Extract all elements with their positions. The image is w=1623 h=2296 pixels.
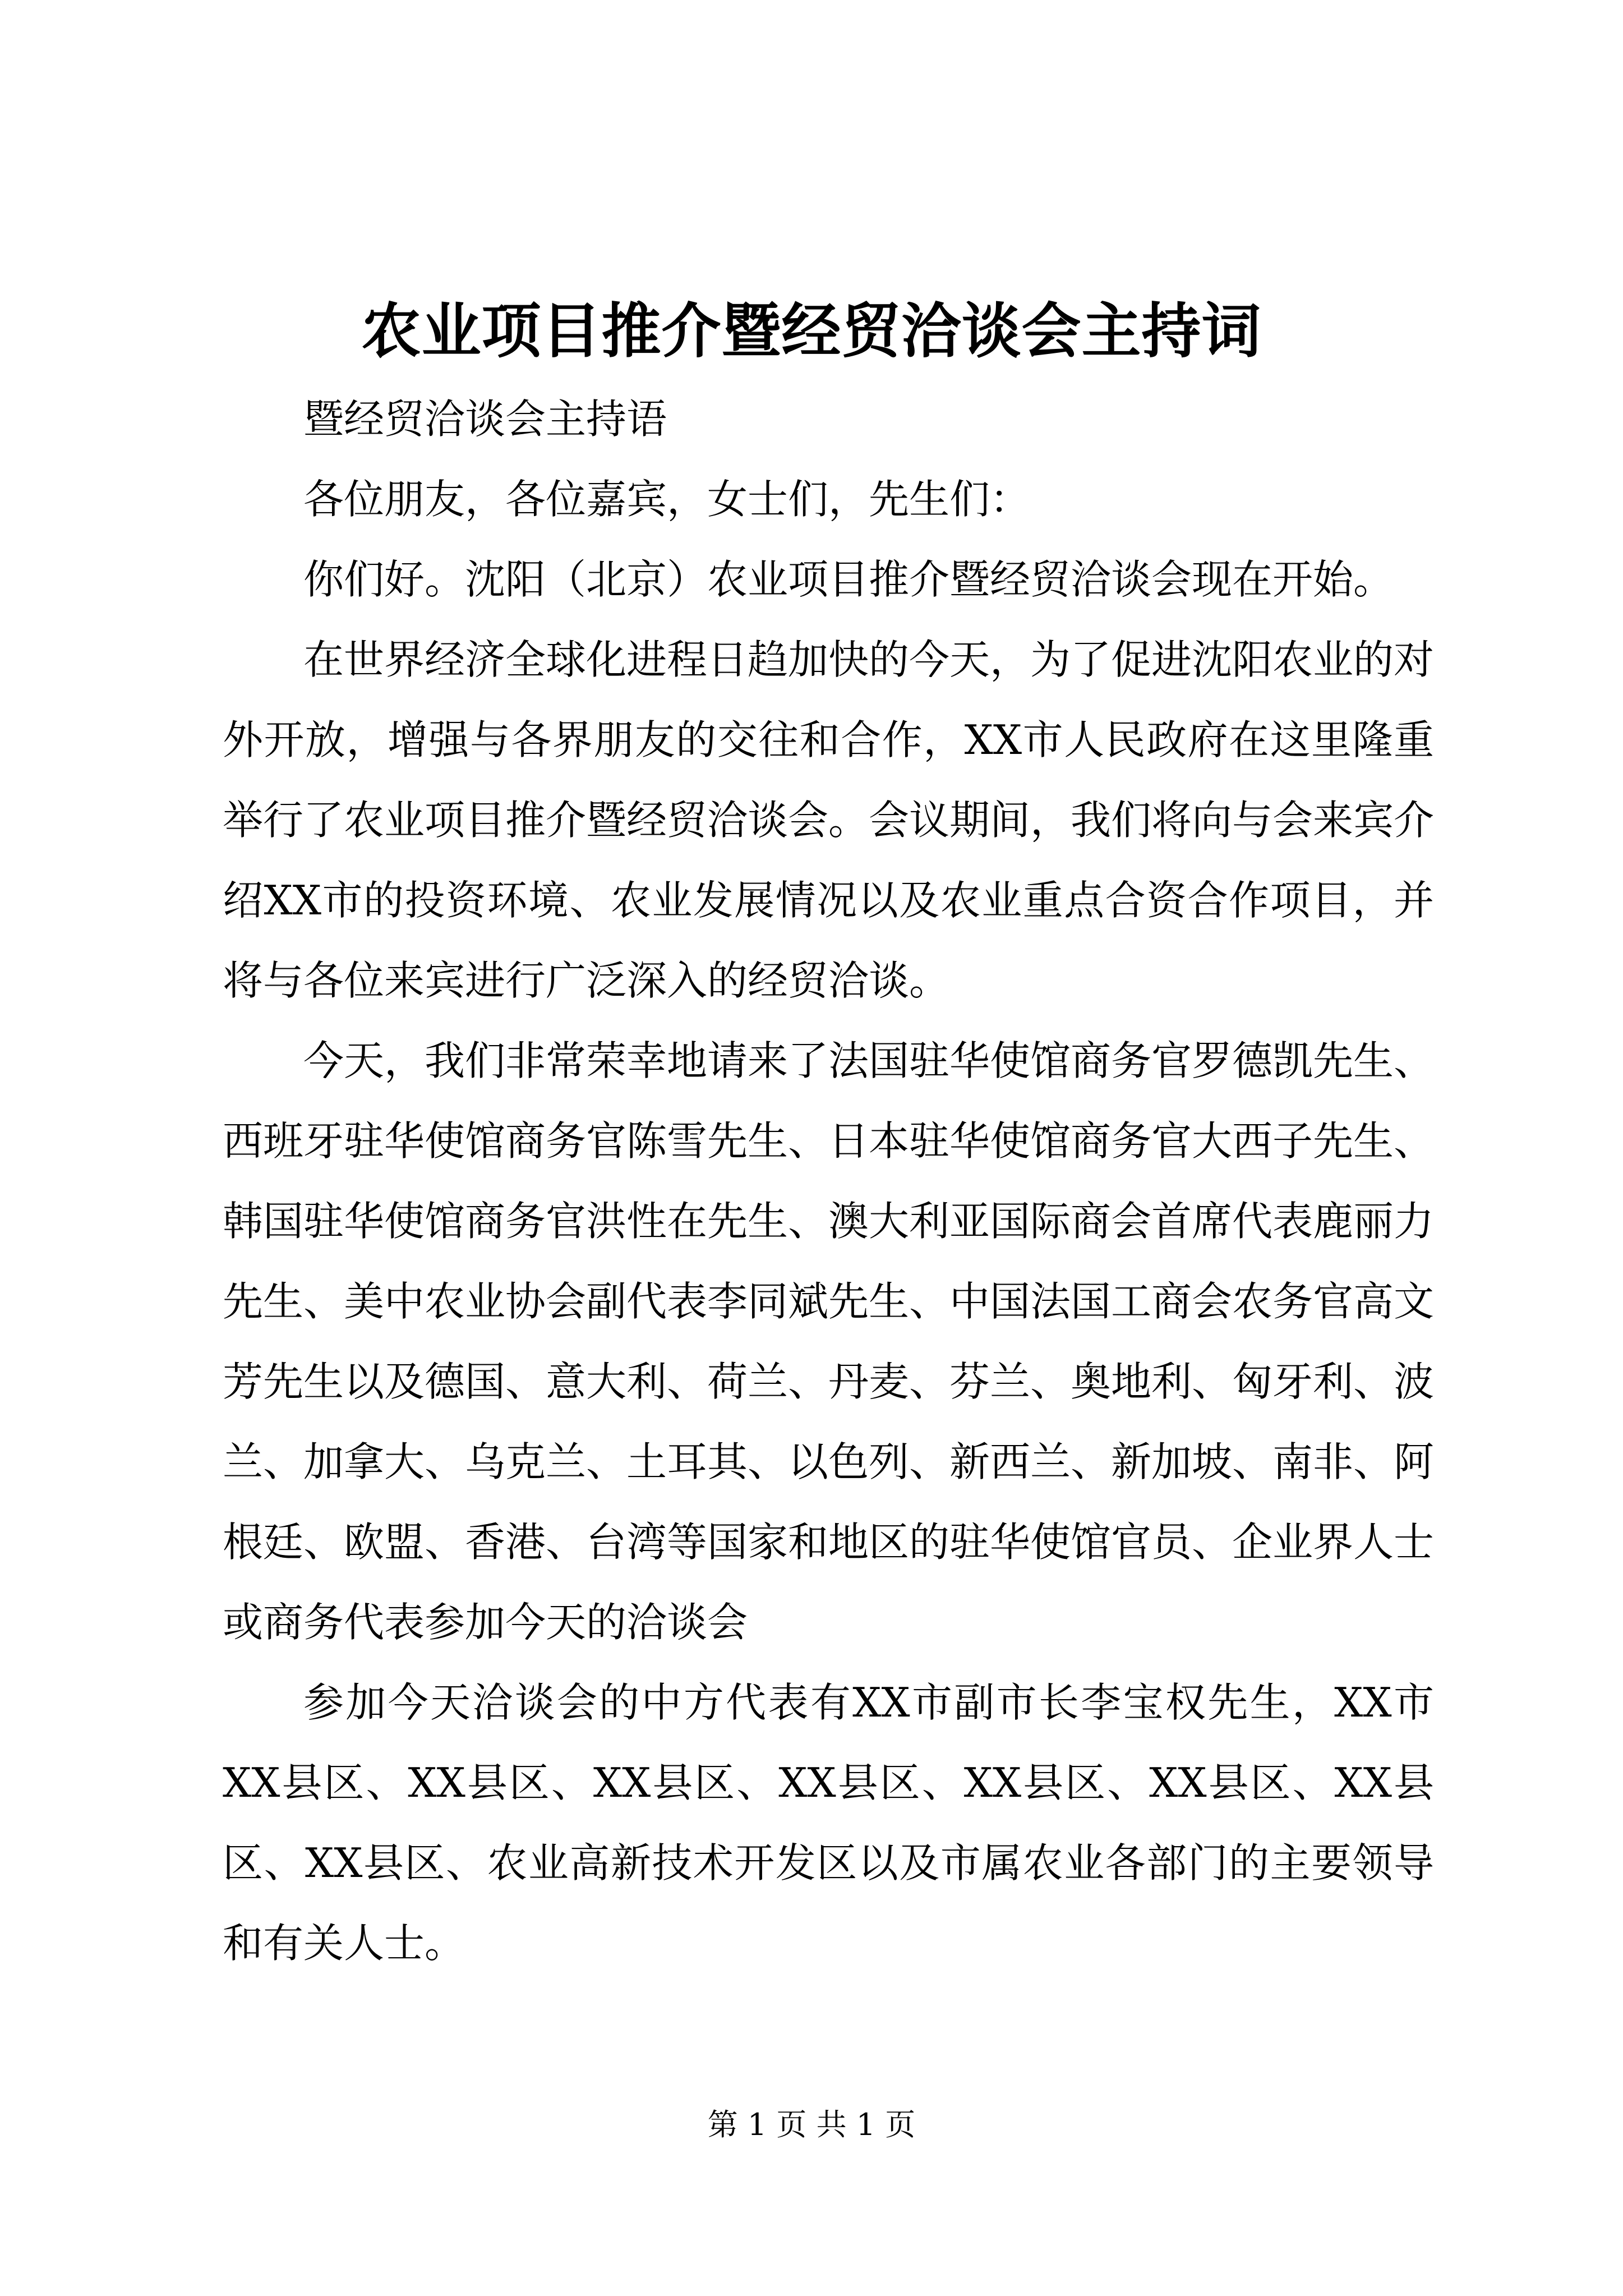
page-number-footer: 第 1 页 共 1 页 <box>707 2107 916 2142</box>
paragraph-opening: 你们好。沈阳（北京）农业项目推介暨经贸洽谈会现在开始。 <box>303 556 1394 603</box>
paragraph-guests: 今天，我们非常荣幸地请来了法国驻华使馆商务官罗德凯先生、西班牙驻华使馆商务官陈雪先生、日本驻华使馆商务官大西子先生、韩国驻华使馆商务官洪性在先生、澳大利亚国际商会首席代表鹿丽力先生、美中农业协会副代表李同斌先生、中国法国工商会农务官高文芳先生以及德国、意大利、荷兰、丹麦、芬兰、奥地利、匈牙利、波兰、加拿大、乌克兰、土耳其、以色列、新西兰、新加坡、南非、阿根廷、欧盟、香港、台湾等国家和地区的驻华使馆官员、企业界人士或商务代表参加今天的洽谈会 <box>223 1037 1435 1646</box>
paragraph-greeting: 各位朋友，各位嘉宾，女士们，先生们： <box>303 476 1031 523</box>
paragraph-subtitle: 暨经贸洽谈会主持语 <box>303 395 667 443</box>
document-body <box>223 379 1434 1984</box>
paragraph-purpose: 在世界经济全球化进程日趋加快的今天，为了促进沈阳农业的对外开放，增强与各界朋友的交往和合作，XX市人民政府在这里隆重举行了农业项目推介暨经贸洽谈会。会议期间，我们将向与会来宾介绍XX市的投资环境、农业发展情况以及农业重点合资合作项目，并将与各位来宾进行广泛深入的经贸洽谈。 <box>223 636 1435 1004</box>
document-title: 农业项目推介暨经贸洽谈会主持词 <box>361 296 1262 366</box>
paragraph-chinese-representatives: 参加今天洽谈会的中方代表有XX市副市长李宝权先生，XX市XX县区、XX县区、XX县区、XX县区、XX县区、XX县区、XX县区、XX县区、农业高新技术开发区以及市属农业各部门的主要领导和有关人士。 <box>223 1679 1434 1967</box>
